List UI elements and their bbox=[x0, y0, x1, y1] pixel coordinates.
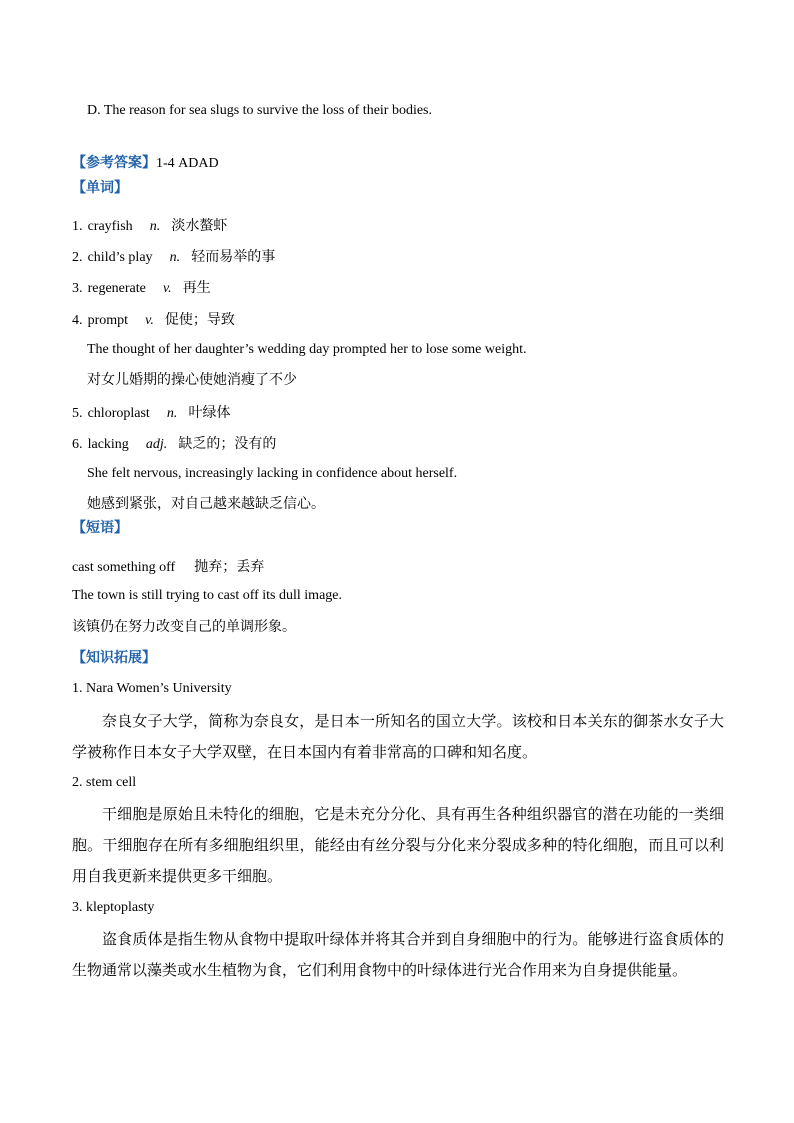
vocab-item-6 bbox=[72, 435, 276, 452]
vocab-word: chloroplast bbox=[87, 406, 150, 421]
lacking-example-zh: 她感到紧张，对自己越来越缺乏信心。 bbox=[87, 496, 325, 512]
knowledge-heading: 【知识拓展】 bbox=[72, 650, 156, 666]
answer-line bbox=[72, 154, 219, 171]
vocab-item-2 bbox=[72, 248, 275, 265]
vocab-num: 6. bbox=[72, 437, 83, 452]
vocab-item-1 bbox=[72, 217, 227, 234]
knowledge-text-3: 盗食质体是指生物从食物中提取叶绿体并将其合并到自身细胞中的行为。能够进行盗食质体的生物通常以藻类或水生植物为食，它们利用食物中的叶绿体进行光合作用来为自身提供能量。 bbox=[72, 930, 724, 979]
prompt-example-en: The thought of her daughter’s wedding day prompted her to lose some weight. bbox=[87, 342, 527, 357]
vocab-word: regenerate bbox=[87, 281, 146, 296]
vocab-meaning: 淡水螯虾 bbox=[171, 218, 228, 234]
question-option-d: D. The reason for sea slugs to survive the loss of their bodies. bbox=[87, 103, 433, 118]
vocab-item-3 bbox=[72, 279, 211, 296]
vocab-item-4 bbox=[72, 311, 235, 328]
phrases-heading: 【短语】 bbox=[72, 520, 128, 536]
vocab-pos: adj. bbox=[145, 437, 168, 452]
prompt-example-zh: 对女儿婚期的操心使她消瘦了不少 bbox=[87, 372, 297, 388]
vocab-num: 4. bbox=[72, 313, 83, 328]
vocab-word: crayfish bbox=[87, 219, 133, 234]
phrase-example-en: The town is still trying to cast off its dull image. bbox=[72, 588, 342, 603]
vocab-num: 2. bbox=[72, 250, 83, 265]
vocab-pos: v. bbox=[145, 313, 154, 328]
answer-label: 【参考答案】 bbox=[72, 155, 156, 171]
phrase-text: cast something off bbox=[72, 560, 176, 575]
answer-value: 1-4 ADAD bbox=[156, 156, 219, 171]
phrase-meaning: 抛弃；丢弃 bbox=[194, 559, 265, 575]
vocab-num: 3. bbox=[72, 281, 83, 296]
vocab-num: 5. bbox=[72, 406, 83, 421]
vocab-meaning: 再生 bbox=[182, 280, 211, 296]
vocab-item-5 bbox=[72, 404, 231, 421]
vocab-meaning: 缺乏的；没有的 bbox=[178, 436, 277, 452]
vocab-word: lacking bbox=[87, 437, 129, 452]
vocab-pos: n. bbox=[169, 250, 181, 265]
vocab-word: prompt bbox=[87, 313, 129, 328]
vocab-pos: n. bbox=[166, 406, 178, 421]
vocab-pos: v. bbox=[162, 281, 172, 296]
vocab-pos: n. bbox=[149, 219, 161, 234]
vocab-meaning: 促使；导致 bbox=[164, 312, 235, 328]
lacking-example-en: She felt nervous, increasingly lacking in confidence about herself. bbox=[87, 466, 458, 481]
knowledge-title-3: 3. kleptoplasty bbox=[72, 900, 155, 915]
vocab-num: 1. bbox=[72, 219, 83, 234]
phrase-item bbox=[72, 558, 264, 575]
vocab-meaning: 叶绿体 bbox=[188, 405, 231, 421]
vocab-word: child’s play bbox=[87, 250, 153, 265]
vocab-heading: 【单词】 bbox=[72, 180, 128, 196]
knowledge-text-2: 干细胞是原始且未特化的细胞，它是未充分分化、具有再生各种组织器官的潜在功能的一类细胞。干细胞存在所有多细胞组织里，能经由有丝分裂与分化来分裂成多种的特化细胞，而且可以利用自我更新来提供更多干细胞。 bbox=[72, 805, 724, 885]
knowledge-title-1: 1. Nara Women’s University bbox=[72, 681, 232, 696]
knowledge-title-2: 2. stem cell bbox=[72, 775, 137, 790]
phrase-example-zh: 该镇仍在努力改变自己的单调形象。 bbox=[72, 619, 296, 635]
vocab-meaning: 轻而易举的事 bbox=[191, 249, 276, 265]
knowledge-text-1: 奈良女子大学，简称为奈良女，是日本一所知名的国立大学。该校和日本关东的御茶水女子大学被称作日本女子大学双壁，在日本国内有着非常高的口碑和知名度。 bbox=[72, 712, 724, 761]
